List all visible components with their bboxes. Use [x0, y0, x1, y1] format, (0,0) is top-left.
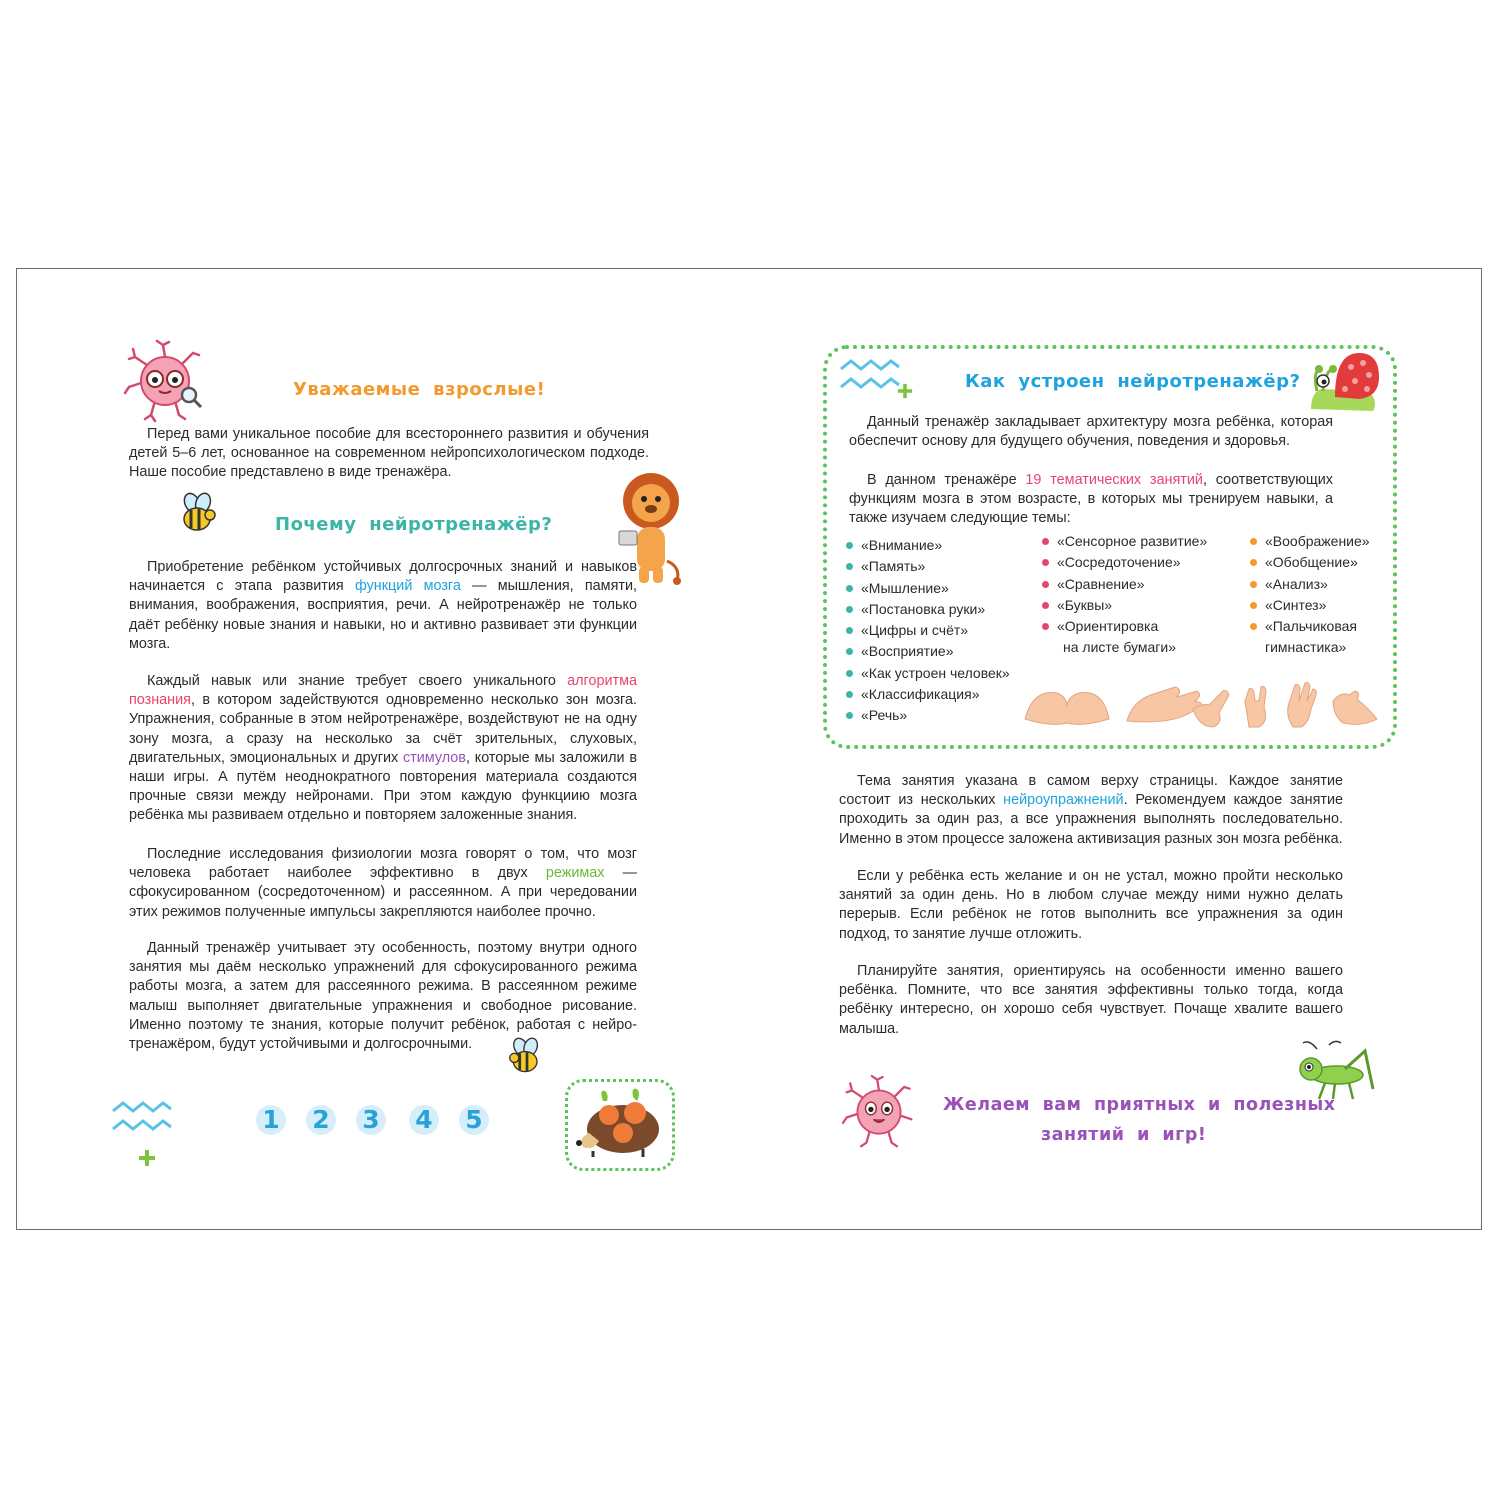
- topic-item: «Речь»: [843, 705, 1010, 726]
- lesson-paragraph-3: Планируйте занятия, ориентируясь на особенности именно вашего ребёнка. Помните, что все занятия эффективны только тогда, когда ребёнку интересно, он хорошо себя чувствует. Почаще хвалите вашего малыша.: [839, 963, 1343, 1037]
- title-how-it-works: Как устроен нейротренажёр?: [965, 371, 1301, 392]
- closing-line-2: занятий и игр!: [1041, 1125, 1207, 1145]
- highlight-cognition-algorithm: алгоритма познания: [129, 673, 637, 709]
- topic-item: «Обобщение»: [1247, 552, 1370, 573]
- number-2: 2: [306, 1105, 336, 1135]
- box-paragraph-2: В данном тренажёре 19 тематических занятий, соответствующих функциям мозга в этом возрасте, в которых мы тренируем навыки, а также изучаем следующие темы:: [849, 472, 1333, 527]
- why-paragraph-2: Каждый навык или знание требует своего уникального алгоритма познания, в котором задействуются одновременно несколько зон мозга. Упражнения, собранные в этом нейротренажёре, воздействуют не на одну зону мозга, а сразу на несколько за счёт зрительных, слуховых, двигательных, эмоциональных и других стимулов, которые мы заложили в наши игры. А путём неоднократного повторения материала создаются прочные связи между нейронами. При этом каждую функциию мозга ребёнка мы развиваем отдельно и повторяем заложенные знания.: [129, 673, 637, 824]
- highlight-neuro-exercises: нейроупражнений: [1003, 792, 1124, 809]
- neuron-character-right-icon: [843, 1075, 915, 1151]
- topic-item: «Пальчиковая: [1247, 616, 1370, 637]
- topic-item-continuation: гимнастика»: [1265, 639, 1347, 656]
- topic-item: «Внимание»: [843, 535, 1010, 556]
- neuron-character-icon: [125, 341, 205, 423]
- topics-list-3: [1247, 531, 1370, 659]
- topic-item: «Постановка руки»: [843, 599, 1010, 620]
- box-paragraph-1: Данный тренажёр закладывает архитектуру мозга ребёнка, которая обеспечит основу для будущего обучения, поведения и здоровья.: [849, 414, 1333, 450]
- topic-item: «Воображение»: [1247, 531, 1370, 552]
- topic-item-continuation: на листе бумаги»: [1063, 639, 1177, 656]
- bee-icon: [177, 495, 221, 533]
- why-paragraph-1: Приобретение ребёнком устойчивых долгосрочных знаний и навыков начинается с этапа развития функций мозга — мышления, памяти, внимания, воображения, восприятия, речи. А нейротренажёр не только даёт ребёнку новые знания и навыки, но и активно развивает эти функции мозга.: [129, 559, 637, 652]
- hedgehog-icon: [573, 1089, 665, 1161]
- topic-item: «Память»: [843, 556, 1010, 577]
- book-spread: [16, 268, 1482, 1230]
- topic-item: «Мышление»: [843, 578, 1010, 599]
- number-3: 3: [356, 1105, 386, 1135]
- why-paragraph-3: Последние исследования физиологии мозга говорят о том, что мозг человека работает наиболее эффективно в двух режимах — сфокусированном (сосредоточенном) и рассеянном. А при чередовании этих режимов полученные импульсы закрепляются наиболее прочно.: [129, 846, 637, 920]
- snail-icon: [1307, 347, 1383, 417]
- topic-item: «Сравнение»: [1039, 574, 1207, 595]
- hand-gestures-icon: [1023, 679, 1379, 731]
- topic-item: «Ориентировка: [1039, 616, 1207, 637]
- topic-item: «Анализ»: [1247, 574, 1370, 595]
- why-paragraph-4: Данный тренажёр учитывает эту особенность, поэтому внутри одного занятия мы даём несколько упражнений для сфокусированного режима работы мозга, а затем для рассеянного режима. В рассеянном режиме малыш выполняет двигательные упражнения и свободное рисование. Именно поэтому те знания, которые получит ребёнок, работая с нейротренажёром, будут устойчивыми и долгосрочными.: [129, 940, 637, 1053]
- plus-decoration-icon: [138, 1149, 156, 1167]
- topic-item: «Сенсорное развитие»: [1039, 531, 1207, 552]
- zigzag-box-icon: [839, 357, 901, 393]
- plus-box-icon: [897, 383, 913, 399]
- topic-item: «Синтез»: [1247, 595, 1370, 616]
- highlight-brain-functions: функций мозга: [354, 578, 461, 595]
- topic-item: «Буквы»: [1039, 595, 1207, 616]
- topic-item: «Цифры и счёт»: [843, 620, 1010, 641]
- number-1: 1: [256, 1105, 286, 1135]
- title-dear-adults: Уважаемые взрослые!: [293, 379, 546, 400]
- highlight-modes: режимах: [545, 865, 605, 882]
- title-why-neurotrainer: Почему нейротренажёр?: [275, 514, 553, 535]
- grasshopper-icon: [1289, 1039, 1373, 1103]
- topic-item: «Классификация»: [843, 684, 1010, 705]
- highlight-19-lessons: 19 тематических занятий: [1025, 472, 1203, 488]
- intro-paragraph: Перед вами уникальное пособие для всестороннего развития и обучения детей 5–6 лет, основанное на современном нейропсихологическом подходе. Наше пособие представлено в виде тренажёра.: [129, 426, 649, 481]
- number-4: 4: [409, 1105, 439, 1135]
- topic-item: «Сосредоточение»: [1039, 552, 1207, 573]
- lesson-paragraph-2: Если у ребёнка есть желание и он не устал, можно пройти несколько занятий за один день. Но в любом случае между ними нужно делать перерыв. Если ребёнок не готов выполнить все упражнения за один подход, то занятие лучше отложить.: [839, 868, 1343, 942]
- bee-small-icon: [507, 1037, 547, 1077]
- number-5: 5: [459, 1105, 489, 1135]
- topic-item: «Восприятие»: [843, 641, 1010, 662]
- zigzag-decoration-icon: [111, 1099, 173, 1135]
- topics-list-2: [1039, 531, 1207, 659]
- topic-item: «Как устроен человек»: [843, 663, 1010, 684]
- lesson-paragraph-1: Тема занятия указана в самом верху страницы. Каждое занятие состоит из нескольких нейроупражнений. Рекомендуем каждое занятие проходить за один раз, а все упражнения выполнять последовательно. Именно в этом процессе заложена активизация разных зон мозга ребёнка.: [839, 773, 1343, 847]
- highlight-stimuli: стимулов: [402, 749, 466, 766]
- closing-line-1: Желаем вам приятных и полезных: [943, 1095, 1336, 1115]
- topics-list-1: [843, 535, 1010, 727]
